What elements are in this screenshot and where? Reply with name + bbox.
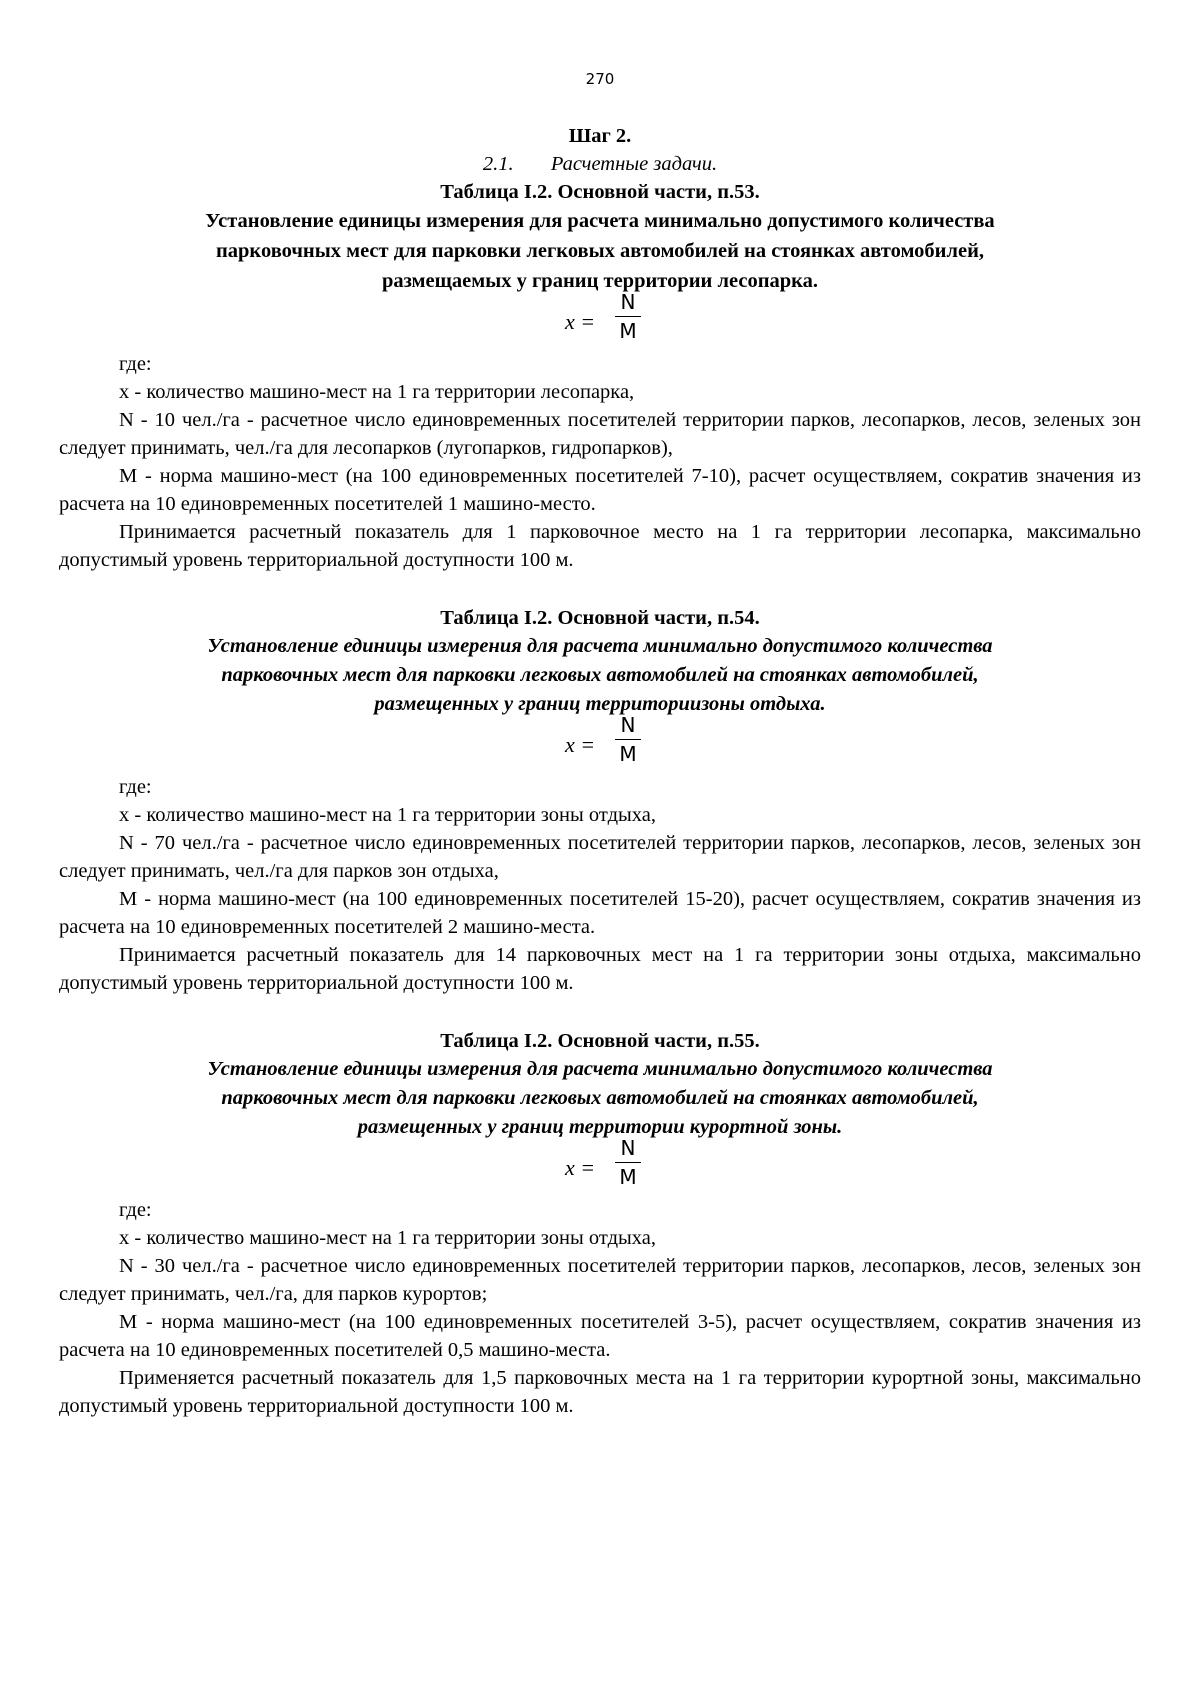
paragraph: x - количество машино-мест на 1 га территории зоны отдыха, (119, 804, 656, 826)
section-heading (59, 1055, 1141, 1142)
formula (59, 713, 1141, 773)
formula-denominator: M (619, 319, 637, 343)
step-subtitle-number: 2.1. (482, 153, 514, 175)
heading-line: размещенных у границ территории курортной зоны. (357, 1116, 843, 1138)
fraction-bar (615, 316, 641, 317)
heading-line: Установление единицы измерения для расчета минимально допустимого количества (205, 210, 995, 232)
formula-numerator: N (620, 1136, 636, 1160)
paragraph: Принимается расчетный показатель для 1 парковочное место на 1 га территории лесопарка, максимально допустимый уровень территориальной доступности 100 м. (59, 521, 1141, 571)
paragraph: M - норма машино-мест (на 100 единовременных посетителей 15-20), расчет осуществляем, сократив значения из расчета на 10 единовременных посетителей 2 машино-места. (59, 888, 1141, 938)
heading-line: Установление единицы измерения для расчета минимально допустимого количества (207, 1058, 993, 1080)
paragraph: Применяется расчетный показатель для 1,5 парковочных места на 1 га территории курортной зоны, максимально допустимый уровень территориальной доступности 100 м. (59, 1367, 1141, 1417)
heading-line: парковочных мест для парковки легковых автомобилей на стоянках автомобилей, (221, 664, 979, 686)
table-reference: Таблица I.2. Основной части, п.53. (440, 181, 760, 203)
section-p53 (59, 178, 1141, 574)
heading-line: парковочных мест для парковки легковых автомобилей на стоянках автомобилей, (221, 1087, 979, 1109)
step-subtitle (59, 150, 1141, 178)
heading-line: Установление единицы измерения для расчета минимально допустимого количества (207, 635, 993, 657)
step-title: Шаг 2. (568, 125, 632, 147)
table-reference: Таблица I.2. Основной части, п.55. (440, 1030, 760, 1052)
paragraph: Принимается расчетный показатель для 14 парковочных мест на 1 га территории зоны отдыха, максимально допустимый уровень территориальной доступности 100 м. (59, 944, 1141, 994)
spacer (59, 574, 1141, 604)
formula-lhs: x = (565, 732, 596, 757)
document-body (59, 122, 1141, 1420)
where-label: где: (119, 1199, 152, 1221)
paragraph: x - количество машино-мест на 1 га территории зоны отдыха, (119, 1227, 656, 1249)
paragraph: x - количество машино-мест на 1 га территории лесопарка, (119, 381, 635, 403)
formula-numerator: N (620, 290, 636, 314)
paragraph: M - норма машино-мест (на 100 единовременных посетителей 3-5), расчет осуществляем, сократив значения из расчета на 10 единовременных посетителей 0,5 машино-места. (59, 1311, 1141, 1361)
formula-denominator: M (619, 1165, 637, 1189)
heading-line: размещенных у границ территориизоны отдыха. (374, 693, 826, 715)
page-number: 270 (585, 70, 615, 88)
step-subtitle-text: Расчетные задачи. (550, 153, 718, 175)
formula-fraction (615, 713, 641, 766)
section-heading (59, 206, 1141, 296)
formula-denominator: M (619, 742, 637, 766)
where-label: где: (119, 353, 152, 375)
formula-fraction (615, 1136, 641, 1189)
paragraph: N - 10 чел./га - расчетное число единовременных посетителей территории парков, лесопарков, лесов, зеленых зон следует принимать, чел./га для лесопарков (лугопарков, гидропарков), (59, 409, 1141, 459)
paragraph: M - норма машино-мест (на 100 единовременных посетителей 7-10), расчет осуществляем, сократив значения из расчета на 10 единовременных посетителей 1 машино-место. (59, 465, 1141, 515)
section-heading (59, 632, 1141, 719)
formula-fraction (615, 290, 641, 343)
section-p55 (59, 1027, 1141, 1420)
heading-line: парковочных мест для парковки легковых автомобилей на стоянках автомобилей, (215, 240, 985, 262)
where-label: где: (119, 776, 152, 798)
fraction-bar (615, 1162, 641, 1163)
paragraph: N - 70 чел./га - расчетное число единовременных посетителей территории парков, лесопарков, лесов, зеленых зон следует принимать, чел./га для парков зон отдыха, (59, 832, 1141, 882)
formula-lhs: x = (565, 1155, 596, 1180)
table-reference: Таблица I.2. Основной части, п.54. (440, 607, 760, 629)
heading-line: размещаемых у границ территории лесопарка. (381, 270, 819, 292)
section-p54 (59, 604, 1141, 997)
formula (59, 1136, 1141, 1196)
paragraph: N - 30 чел./га - расчетное число единовременных посетителей территории парков, лесопарков, лесов, зеленых зон следует принимать, чел./га, для парков курортов; (59, 1255, 1141, 1305)
formula-numerator: N (620, 713, 636, 737)
formula-lhs: x = (565, 309, 596, 334)
formula (59, 290, 1141, 350)
spacer (59, 997, 1141, 1027)
fraction-bar (615, 739, 641, 740)
